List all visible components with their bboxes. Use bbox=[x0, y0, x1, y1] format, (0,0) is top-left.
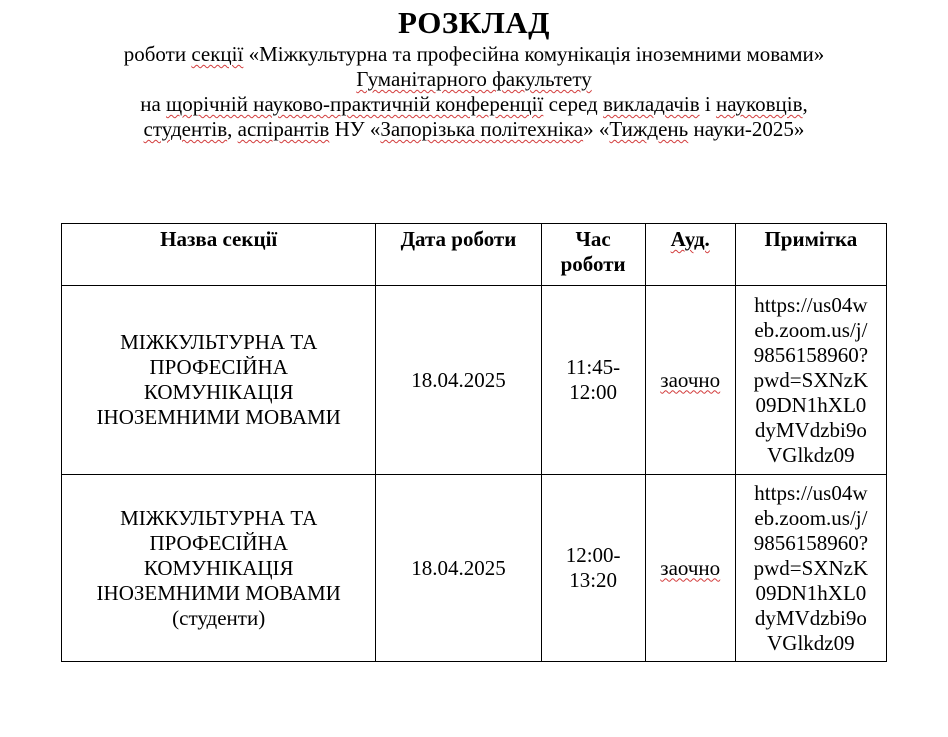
zoom-link-line[interactable]: 09DN1hXL0 bbox=[755, 580, 867, 605]
zoom-link-line[interactable]: VGlkdz09 bbox=[767, 442, 855, 467]
zoom-link-line[interactable]: eb.zoom.us/j/ bbox=[754, 505, 868, 530]
zoom-link-cell[interactable] bbox=[735, 286, 886, 475]
header-time-line: роботи bbox=[560, 252, 626, 276]
subtitle-text: НУ « bbox=[329, 117, 381, 141]
spellcheck-word: студентів bbox=[143, 117, 228, 141]
header-note: Примітка bbox=[735, 224, 886, 286]
spellcheck-word: Запорізька політехніка bbox=[380, 117, 584, 141]
zoom-link-line[interactable]: dyMVdzbi9o bbox=[754, 605, 867, 630]
section-name-line: (студенти) bbox=[172, 605, 266, 630]
room-value: заочно bbox=[660, 367, 721, 392]
section-name-cell bbox=[62, 475, 376, 662]
subtitle-line-4 bbox=[0, 117, 948, 142]
schedule-table bbox=[61, 223, 887, 662]
table-header-row bbox=[62, 224, 887, 286]
header-room bbox=[645, 224, 735, 286]
section-name-line: КОМУНІКАЦІЯ bbox=[143, 555, 294, 580]
date-cell: 18.04.2025 bbox=[376, 475, 541, 662]
header-time-line: Час bbox=[575, 227, 611, 251]
section-name-line: МІЖКУЛЬТУРНА ТА bbox=[120, 330, 318, 354]
spellcheck-word: Тиждень bbox=[609, 117, 689, 141]
time-line: 11:45- bbox=[566, 355, 621, 379]
header-date: Дата роботи bbox=[376, 224, 541, 286]
spellcheck-word: викладачів bbox=[603, 92, 700, 116]
date-cell: 18.04.2025 bbox=[376, 286, 541, 475]
section-name-line: ІНОЗЕМНИМИ МОВАМИ bbox=[96, 405, 341, 429]
time-cell bbox=[541, 286, 645, 475]
subtitle-line-1 bbox=[0, 42, 948, 67]
table-row bbox=[62, 286, 887, 475]
time-line: 13:20 bbox=[569, 568, 618, 592]
zoom-link-line[interactable]: VGlkdz09 bbox=[767, 630, 855, 655]
section-name-line: ІНОЗЕМНИМИ МОВАМИ bbox=[96, 580, 341, 605]
time-line: 12:00- bbox=[565, 543, 621, 567]
subtitle-text: , bbox=[802, 92, 808, 116]
zoom-link-line[interactable]: 9856158960? bbox=[753, 530, 869, 555]
section-name-line: ПРОФЕСІЙНА bbox=[149, 530, 288, 555]
room-cell bbox=[645, 475, 735, 662]
section-name-line: МІЖКУЛЬТУРНА ТА bbox=[120, 505, 318, 530]
subtitle-text: на bbox=[140, 92, 167, 116]
header-section-name: Назва секції bbox=[62, 224, 376, 286]
subtitle-line-3 bbox=[0, 92, 948, 117]
section-name-line: ПРОФЕСІЙНА bbox=[149, 355, 288, 379]
room-value: заочно bbox=[660, 555, 721, 580]
document-header bbox=[0, 4, 948, 142]
zoom-link-line[interactable]: eb.zoom.us/j/ bbox=[754, 317, 868, 342]
subtitle-text: » « bbox=[583, 117, 610, 141]
section-name-line: КОМУНІКАЦІЯ bbox=[143, 380, 294, 404]
zoom-link-line[interactable]: 9856158960? bbox=[753, 342, 869, 367]
spellcheck-word: секції bbox=[191, 42, 244, 66]
subtitle-line-2 bbox=[0, 67, 948, 92]
time-cell bbox=[541, 475, 645, 662]
subtitle-text: і bbox=[699, 92, 716, 116]
subtitle-text: серед bbox=[543, 92, 603, 116]
header-room-label: Ауд. bbox=[670, 227, 710, 251]
zoom-link-cell[interactable] bbox=[735, 475, 886, 662]
zoom-link-line[interactable]: pwd=SXNzK bbox=[753, 555, 869, 580]
subtitle-text: роботи bbox=[123, 42, 192, 66]
zoom-link-line[interactable]: pwd=SXNzK bbox=[753, 367, 869, 392]
subtitle-text: , bbox=[227, 117, 238, 141]
faculty-name: Гуманітарного факультету bbox=[356, 67, 592, 91]
spellcheck-word: щорічній науково-практичній конференції bbox=[166, 92, 544, 116]
document-title: РОЗКЛАД bbox=[397, 5, 551, 40]
section-name-cell bbox=[62, 286, 376, 475]
zoom-link-line[interactable]: https://us04w bbox=[754, 292, 868, 317]
room-cell bbox=[645, 286, 735, 475]
spellcheck-word: аспірантів bbox=[237, 117, 330, 141]
header-time bbox=[541, 224, 645, 286]
subtitle-text: «Міжкультурна та професійна комунікація іноземними мовами» bbox=[243, 42, 825, 66]
zoom-link-line[interactable]: 09DN1hXL0 bbox=[755, 392, 867, 417]
zoom-link-line[interactable]: dyMVdzbi9o bbox=[754, 417, 867, 442]
time-line: 12:00 bbox=[569, 380, 618, 404]
table-row bbox=[62, 475, 887, 662]
subtitle-text: науки-2025» bbox=[688, 117, 805, 141]
zoom-link-line[interactable]: https://us04w bbox=[754, 480, 868, 505]
spellcheck-word: науковців bbox=[715, 92, 803, 116]
